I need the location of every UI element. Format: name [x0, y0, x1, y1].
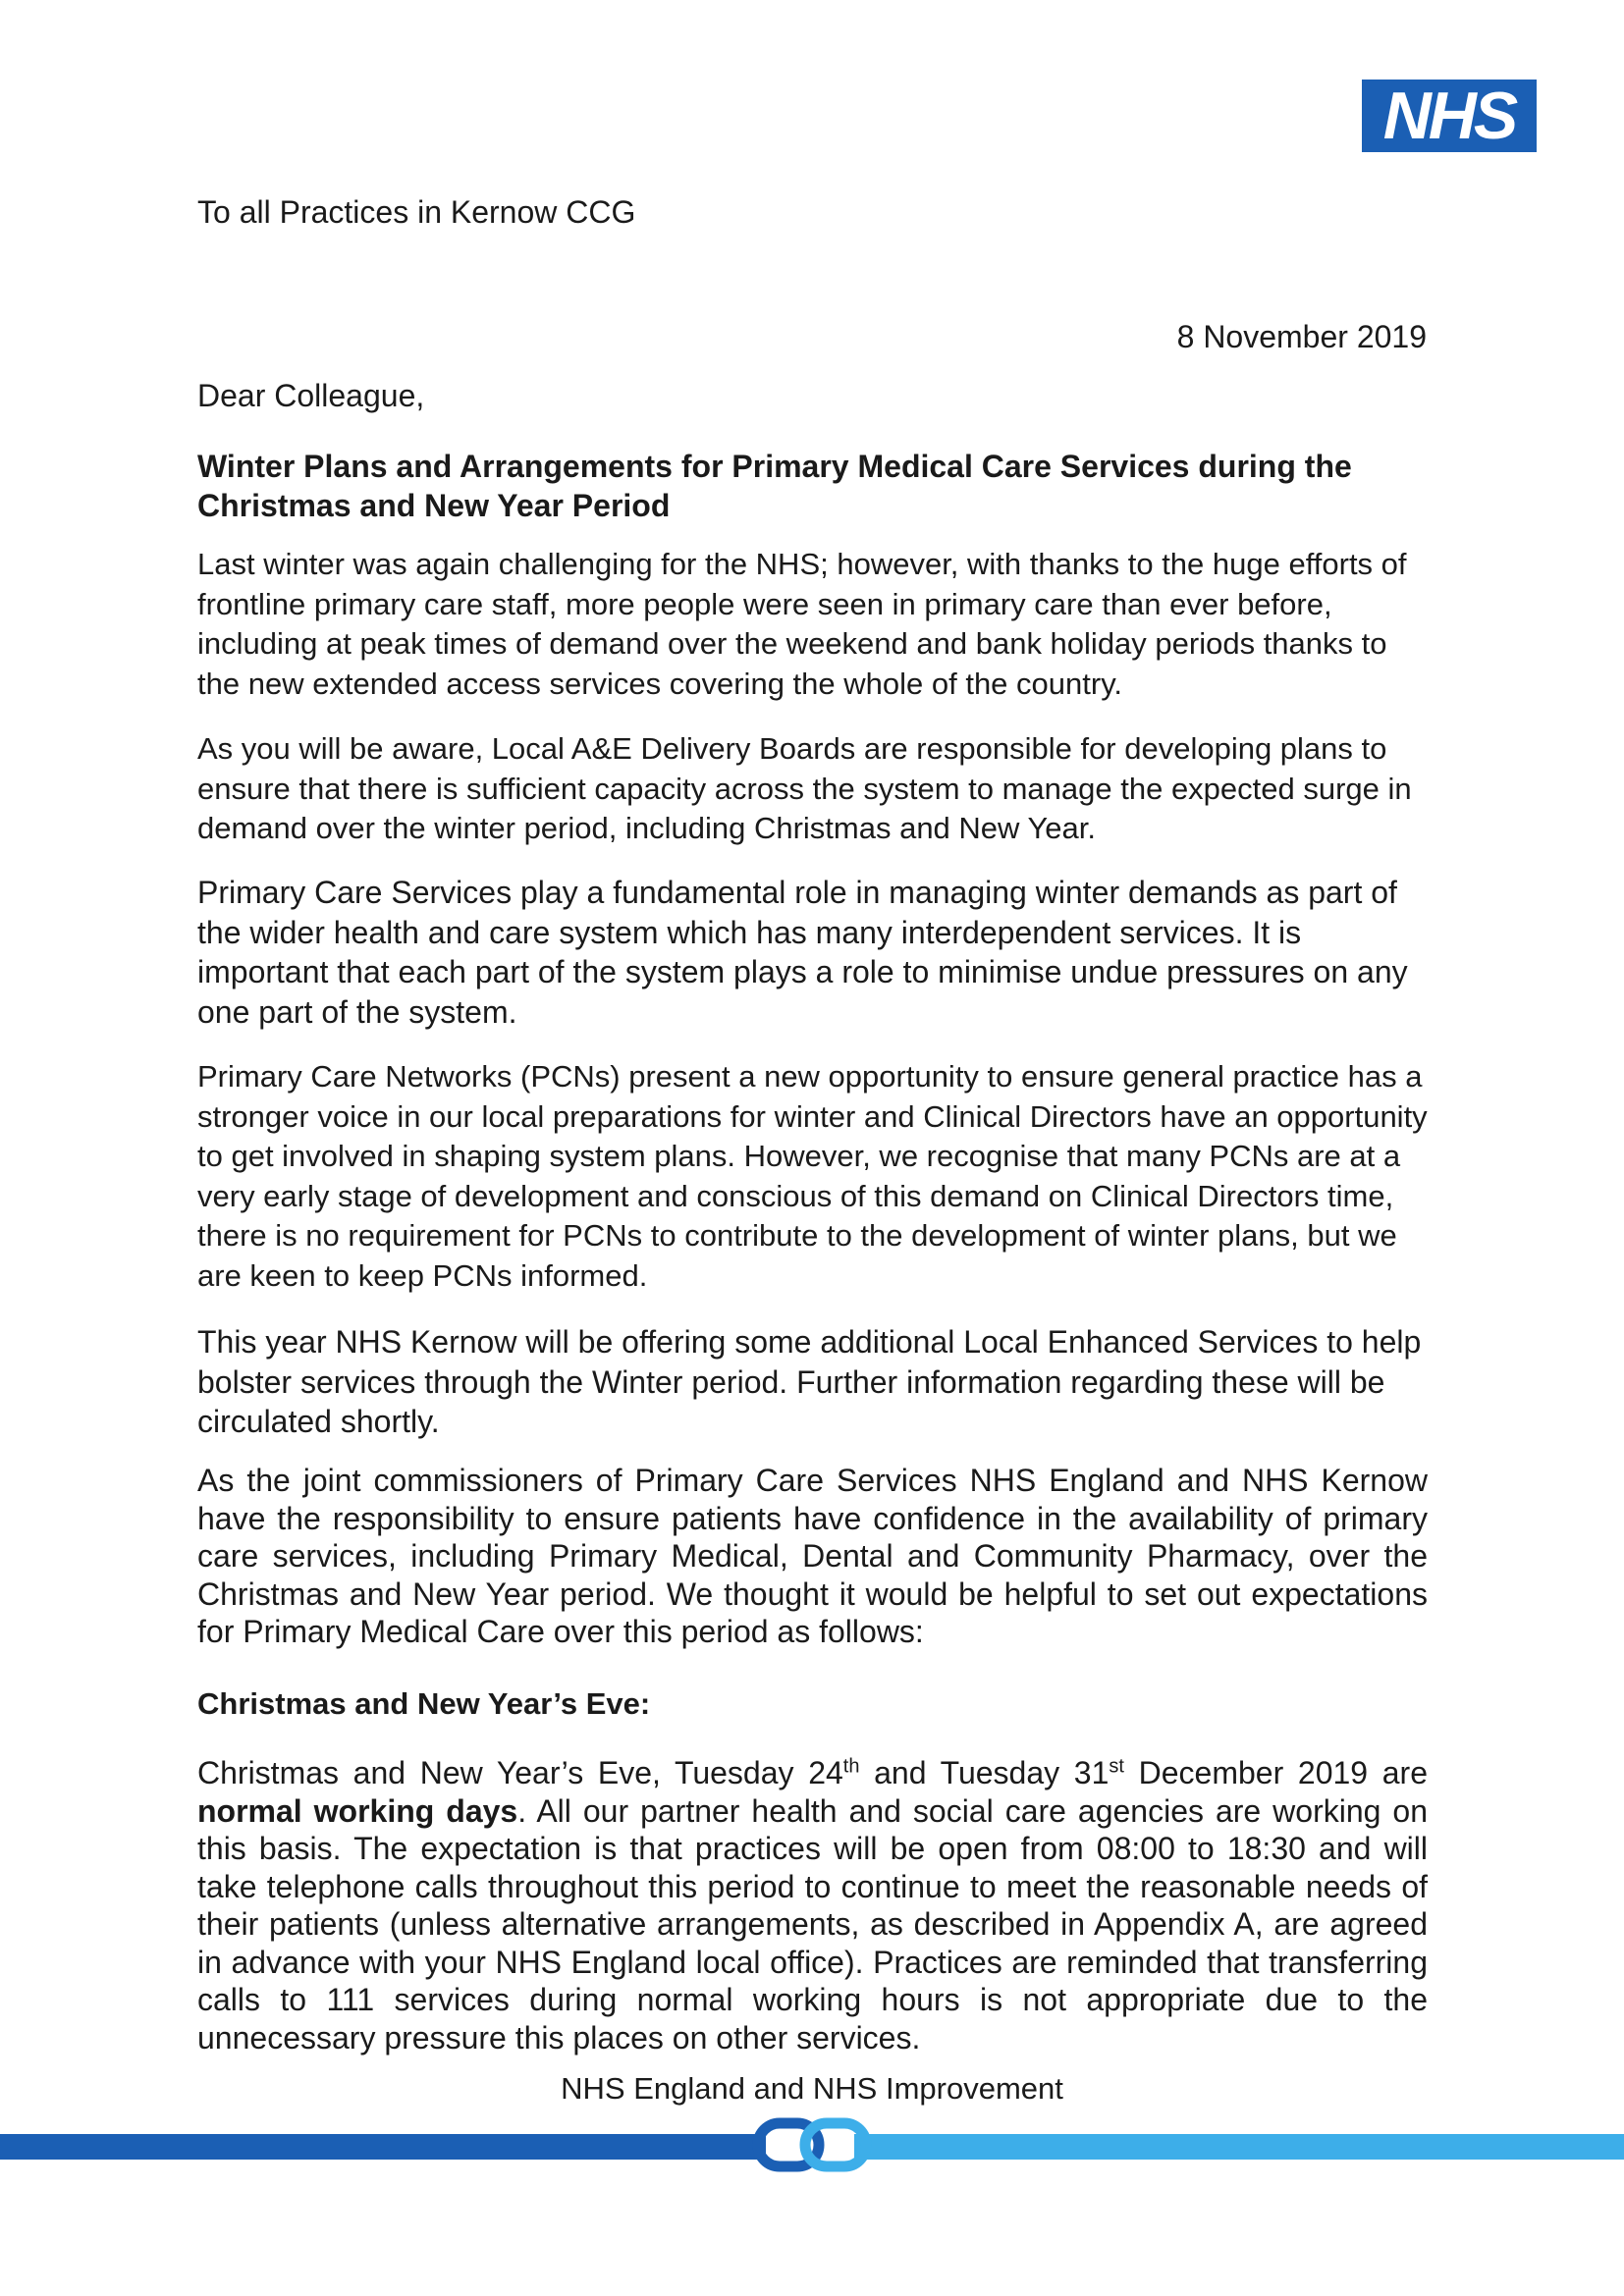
- final-paragraph-part3: December 2019 are: [1123, 1755, 1429, 1790]
- subheading-christmas-new-years-eve: Christmas and New Year’s Eve:: [197, 1686, 651, 1721]
- nhs-logo: [1362, 80, 1537, 152]
- ordinal-suffix-th: th: [842, 1755, 860, 1778]
- letter-date: 8 November 2019: [1176, 319, 1427, 354]
- normal-working-days-emphasis: normal working days: [197, 1792, 518, 1829]
- nhs-logo-text: NHS: [1382, 79, 1516, 153]
- paragraph-joint-commissioners: As the joint commissioners of Primary Care Services NHS England and NHS Kernow have the responsibility to ensure patients have confidence in the availability of primary care services, including Primary Medical, Dental and Community Pharmacy, over the Christmas and New Year period. We thought it would be helpful to set out expectations for Primary Medical Care over this period as follows:: [197, 1463, 1428, 1649]
- salutation: Dear Colleague,: [197, 378, 425, 413]
- paragraph-last-winter: Last winter was again challenging for the NHS; however, with thanks to the huge efforts of frontline primary care staff, more people were seen in primary care than ever before, including at peak times of demand over the weekend and bank holiday periods thanks to the new extended access services covering the whole of the country.: [197, 547, 1407, 701]
- paragraph-pcns: Primary Care Networks (PCNs) present a new opportunity to ensure general practice has a stronger voice in our local preparations for winter and Clinical Directors have an opportunity to get involved in shaping system plans. However, we recognise that many PCNs are at a very early stage of development and conscious of this demand on Clinical Directors time, there is no requirement for PCNs to contribute to the development of winter plans, but we are keen to keep PCNs informed.: [197, 1059, 1428, 1293]
- paragraph-primary-care-role: Primary Care Services play a fundamental role in managing winter demands as part of the wider health and care system which has many interdependent services. It is important that each part of the system plays a role to minimise undue pressures on any one part of the system.: [197, 875, 1408, 1030]
- paragraph-local-enhanced-services: This year NHS Kernow will be offering some additional Local Enhanced Services to help bolster services through the Winter period. Further information regarding these will be circulated shortly.: [197, 1324, 1422, 1440]
- footer-decorative-bar: [0, 2117, 1624, 2176]
- footer-bar-left: [0, 2134, 766, 2160]
- recipient-line: To all Practices in Kernow CCG: [197, 194, 636, 230]
- footer-bar-right: [854, 2134, 1624, 2160]
- footer-organisation: NHS England and NHS Improvement: [561, 2071, 1063, 2106]
- final-paragraph-part4: . All our partner health and social care agencies are working on this basis. The expectation is that practices will be open from 08:00 to 18:30 and will take telephone calls throughout this period to continue to meet the reasonable needs of their patients (unless alternative arrangements, as described in Appendix A, are agreed in advance with your NHS England local office). Practices are reminded that transferring calls to 111 services during normal working hours is not appropriate due to the unnecessary pressure this places on other services.: [197, 1792, 1429, 2056]
- letter-title: Winter Plans and Arrangements for Primary Medical Care Services during the Christmas and New Year Period: [197, 449, 1352, 523]
- final-paragraph-part1: Christmas and New Year’s Eve, Tuesday 24: [197, 1755, 843, 1790]
- paragraph-ae-delivery-boards: As you will be aware, Local A&E Delivery Boards are responsible for developing plans to ensure that there is sufficient capacity across the system to manage the expected surge in demand over the winter period, including Christmas and New Year.: [197, 731, 1412, 846]
- chain-link-icon: [758, 2123, 866, 2166]
- ordinal-suffix-st: st: [1109, 1755, 1124, 1778]
- paragraph-normal-working-days: [197, 1754, 1428, 2056]
- final-paragraph-part2: and Tuesday 31: [859, 1755, 1110, 1790]
